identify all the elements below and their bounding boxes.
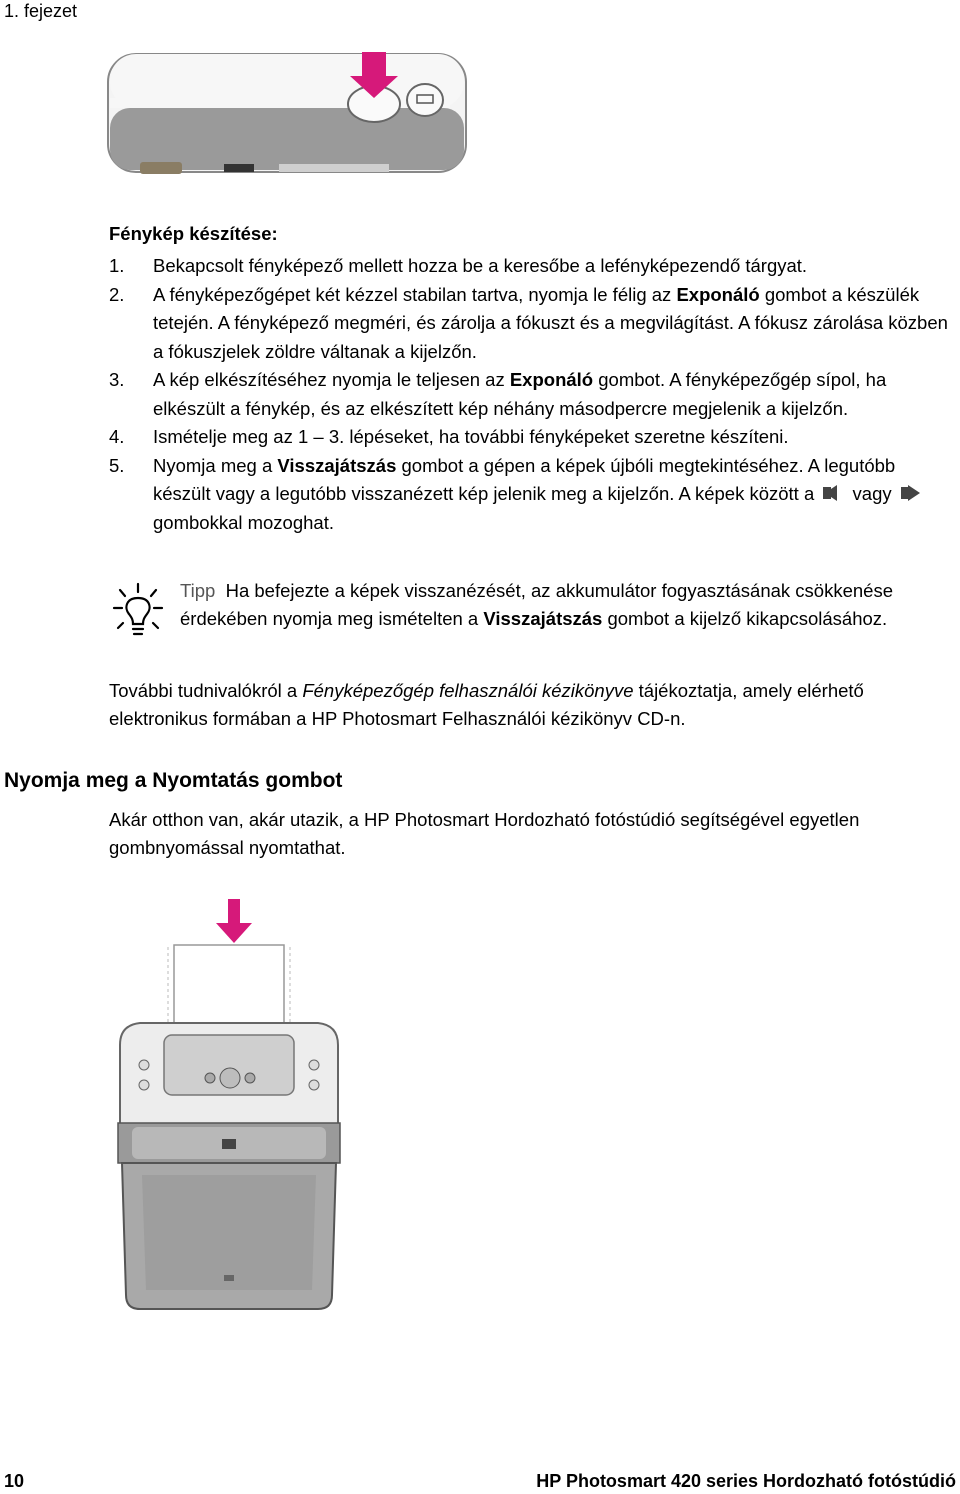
list-item: 5. Nyomja meg a Visszajátszás gombot a gépen a képek újbóli megtekintéséhez. A legutóbb készült vagy a legutóbb visszanézett kép jelenik meg a kijelzőn. A képek között a vagy gombokkal mozoghat.: [109, 452, 949, 538]
tip-text: Tipp Ha befejezte a képek visszanézését, az akkumulátor fogyasztásának csökkenése érdekében nyomja meg ismételten a Visszajátszás gombot a kijelző kikapcsolásához.: [180, 580, 893, 629]
printer-print-button-illustration: [110, 895, 348, 1320]
document-title: HP Photosmart 420 series Hordozható fotóstúdió: [536, 1471, 956, 1491]
left-arrow-button-icon: [822, 483, 844, 503]
more-info-paragraph: További tudnivalókról a Fényképezőgép felhasználói kézikönyve tájékoztatja, amely elérhető elektronikus formában a HP Photosmart Felhasználói kézikönyv CD-n.: [109, 680, 864, 729]
list-item: 4. Ismételje meg az 1 – 3. lépéseket, ha további fényképeket szeretne készíteni.: [109, 426, 789, 447]
right-arrow-button-icon: [900, 483, 922, 503]
camera-shutter-illustration: [104, 48, 470, 184]
list-item: 3. A kép elkészítéséhez nyomja le teljesen az Exponáló gombot. A fényképezőgép sípol, ha elkészült a fénykép, és az elkészített kép néhány másodpercre megjelenik a kijelzőn.: [109, 369, 887, 419]
tip-label: Tipp: [180, 580, 216, 601]
photo-steps-list: [109, 252, 949, 537]
print-section-paragraph: Akár otthon van, akár utazik, a HP Photosmart Hordozható fotóstúdió segítségével egyetlen gombnyomással nyomtathat.: [109, 809, 860, 858]
lightbulb-tip-icon: [112, 582, 164, 640]
chapter-header: 1. fejezet: [4, 1, 78, 21]
print-section-title: Nyomja meg a Nyomtatás gombot: [4, 769, 343, 792]
photo-section-title: Fénykép készítése:: [109, 223, 278, 244]
list-item: 2. A fényképezőgépet két kézzel stabilan tartva, nyomja le félig az Exponáló gombot a készülék tetején. A fényképező megméri, és zárolja a fókuszt és a megvilágítást. A fókusz zárolása közben a fókuszjelek zöldre váltanak a kijelzőn.: [109, 283, 948, 362]
page-number: 10: [4, 1471, 25, 1491]
list-item: 1. Bekapcsolt fényképező mellett hozza be a keresőbe a lefényképezendő tárgyat.: [109, 255, 808, 276]
